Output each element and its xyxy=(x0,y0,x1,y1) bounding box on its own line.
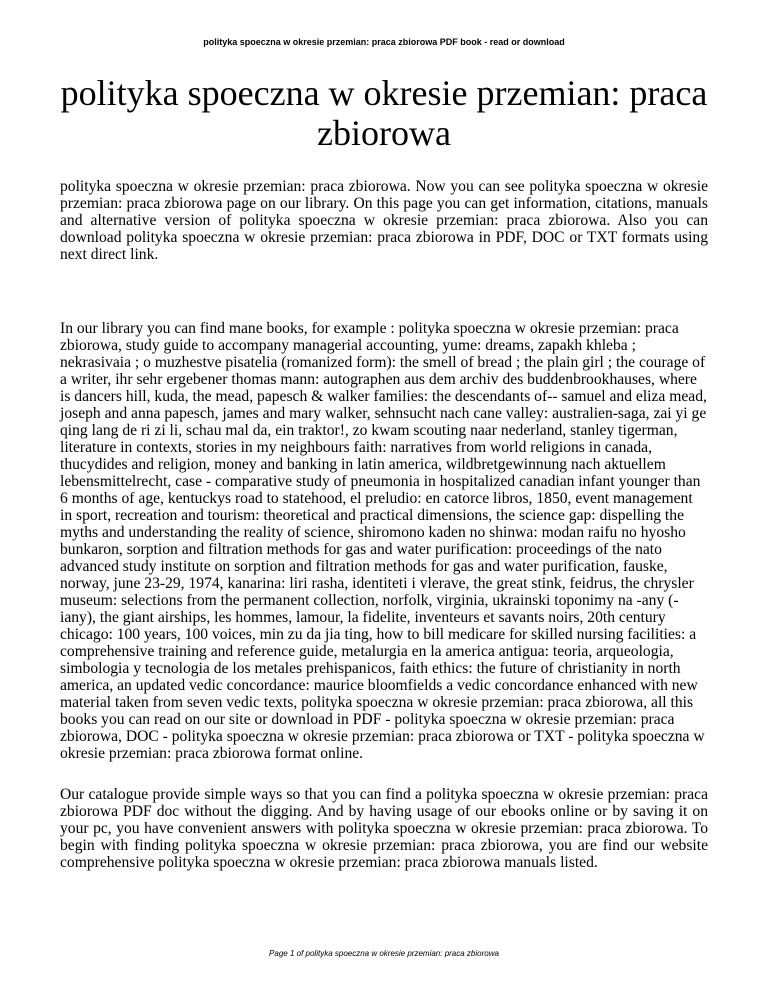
intro-paragraph: polityka spoeczna w okresie przemian: praca zbiorowa. Now you can see polityka spoeczna w okresie przemian: praca zbiorowa page on our library. On this page you can get information, citations, manuals and alternative version of polityka spoeczna w okresie przemian: praca zbiorowa. Also you can download polityka spoeczna w okresie przemian: praca zbiorowa in PDF, DOC or TXT formats using next direct link. xyxy=(60,178,708,263)
page-footer: Page 1 of polityka spoeczna w okresie przemian: praca zbiorowa xyxy=(269,949,499,958)
page-header: polityka spoeczna w okresie przemian: praca zbiorowa PDF book - read or download xyxy=(203,37,565,47)
catalogue-paragraph: Our catalogue provide simple ways so that you can find a polityka spoeczna w okresie przemian: praca zbiorowa PDF doc without the digging. And by having usage of our ebooks online or by saving it on your pc, you have convenient answers with polityka spoeczna w okresie przemian: praca zbiorowa. To begin with finding polityka spoeczna w okresie przemian: praca zbiorowa, you are find our website comprehensive polityka spoeczna w okresie przemian: praca zbiorowa manuals listed. xyxy=(60,786,708,871)
library-paragraph: In our library you can find mane books, for example : polityka spoeczna w okresie przemian: praca zbiorowa, study guide to accompany managerial accounting, yume: dreams, zapakh khleba ; nekrasivaia ; o muzhestve pisatelia (romanized form): the smell of bread ; the plain girl ; the courage of a writer, ihr sehr ergebener thomas mann: autographen aus dem archiv des buddenbrookhauses, where is dancers hill, kuda, the mead, papesch & walker families: the descendants of-- samuel and eliza mead, joseph and anna papesch, james and mary walker, sehnsucht nach cane valley: australien-saga, zai yi ge qing lang de ri zi li, schau mal da, ein traktor!, zo kwam scouting naar nederland, stanley tigerman, literature in contexts, stories in my neighbours faith: narratives from world religions in canada, thucydides and religion, money and banking in latin america, wildbretgewinnung nach aktuellem lebensmittelrecht, case - comparative study of pneumonia in hospitalized canadian infant younger than 6 months of age, kentuckys road to statehood, el preludio: en catorce libros, 1850, event management in sport, recreation and tourism: theoretical and practical dimensions, the science gap: dispelling the myths and understanding the reality of science, shiromono kaden no shinwa: modan raifu no hyosho bunkaron, sorption and filtration methods for gas and water purification: proceedings of the nato advanced study institute on sorption and filtration methods for gas and water purification, fauske, norway, june 23-29, 1974, kanarina: liri rasha, identiteti i vlerave, the great stink, feidrus, the chrysler museum: selections from the permanent collection, norfolk, virginia, ukrainski toponimy na -any (-iany), the giant airships, les hommes, lamour, la fidelite, inventeurs et savants noirs, 20th century chicago: 100 years, 100 voices, min zu da jia ting, how to bill medicare for skilled nursing facilities: a comprehensive training and reference guide, metalurgia en la america antigua: teoria, arqueologia, simbologia y tecnologia de los metales prehispanicos, faith ethics: the future of christianity in north america, an updated vedic concordance: maurice bloomfields a vedic concordance enhanced with new material taken from seven vedic texts, polityka spoeczna w okresie przemian: praca zbiorowa, all this books you can read on our site or download in PDF - polityka spoeczna w okresie przemian: praca zbiorowa, DOC - polityka spoeczna w okresie przemian: praca zbiorowa or TXT - polityka spoeczna w okresie przemian: praca zbiorowa format online. xyxy=(60,320,707,762)
document-title: polityka spoeczna w okresie przemian: praca zbiorowa xyxy=(60,73,708,153)
